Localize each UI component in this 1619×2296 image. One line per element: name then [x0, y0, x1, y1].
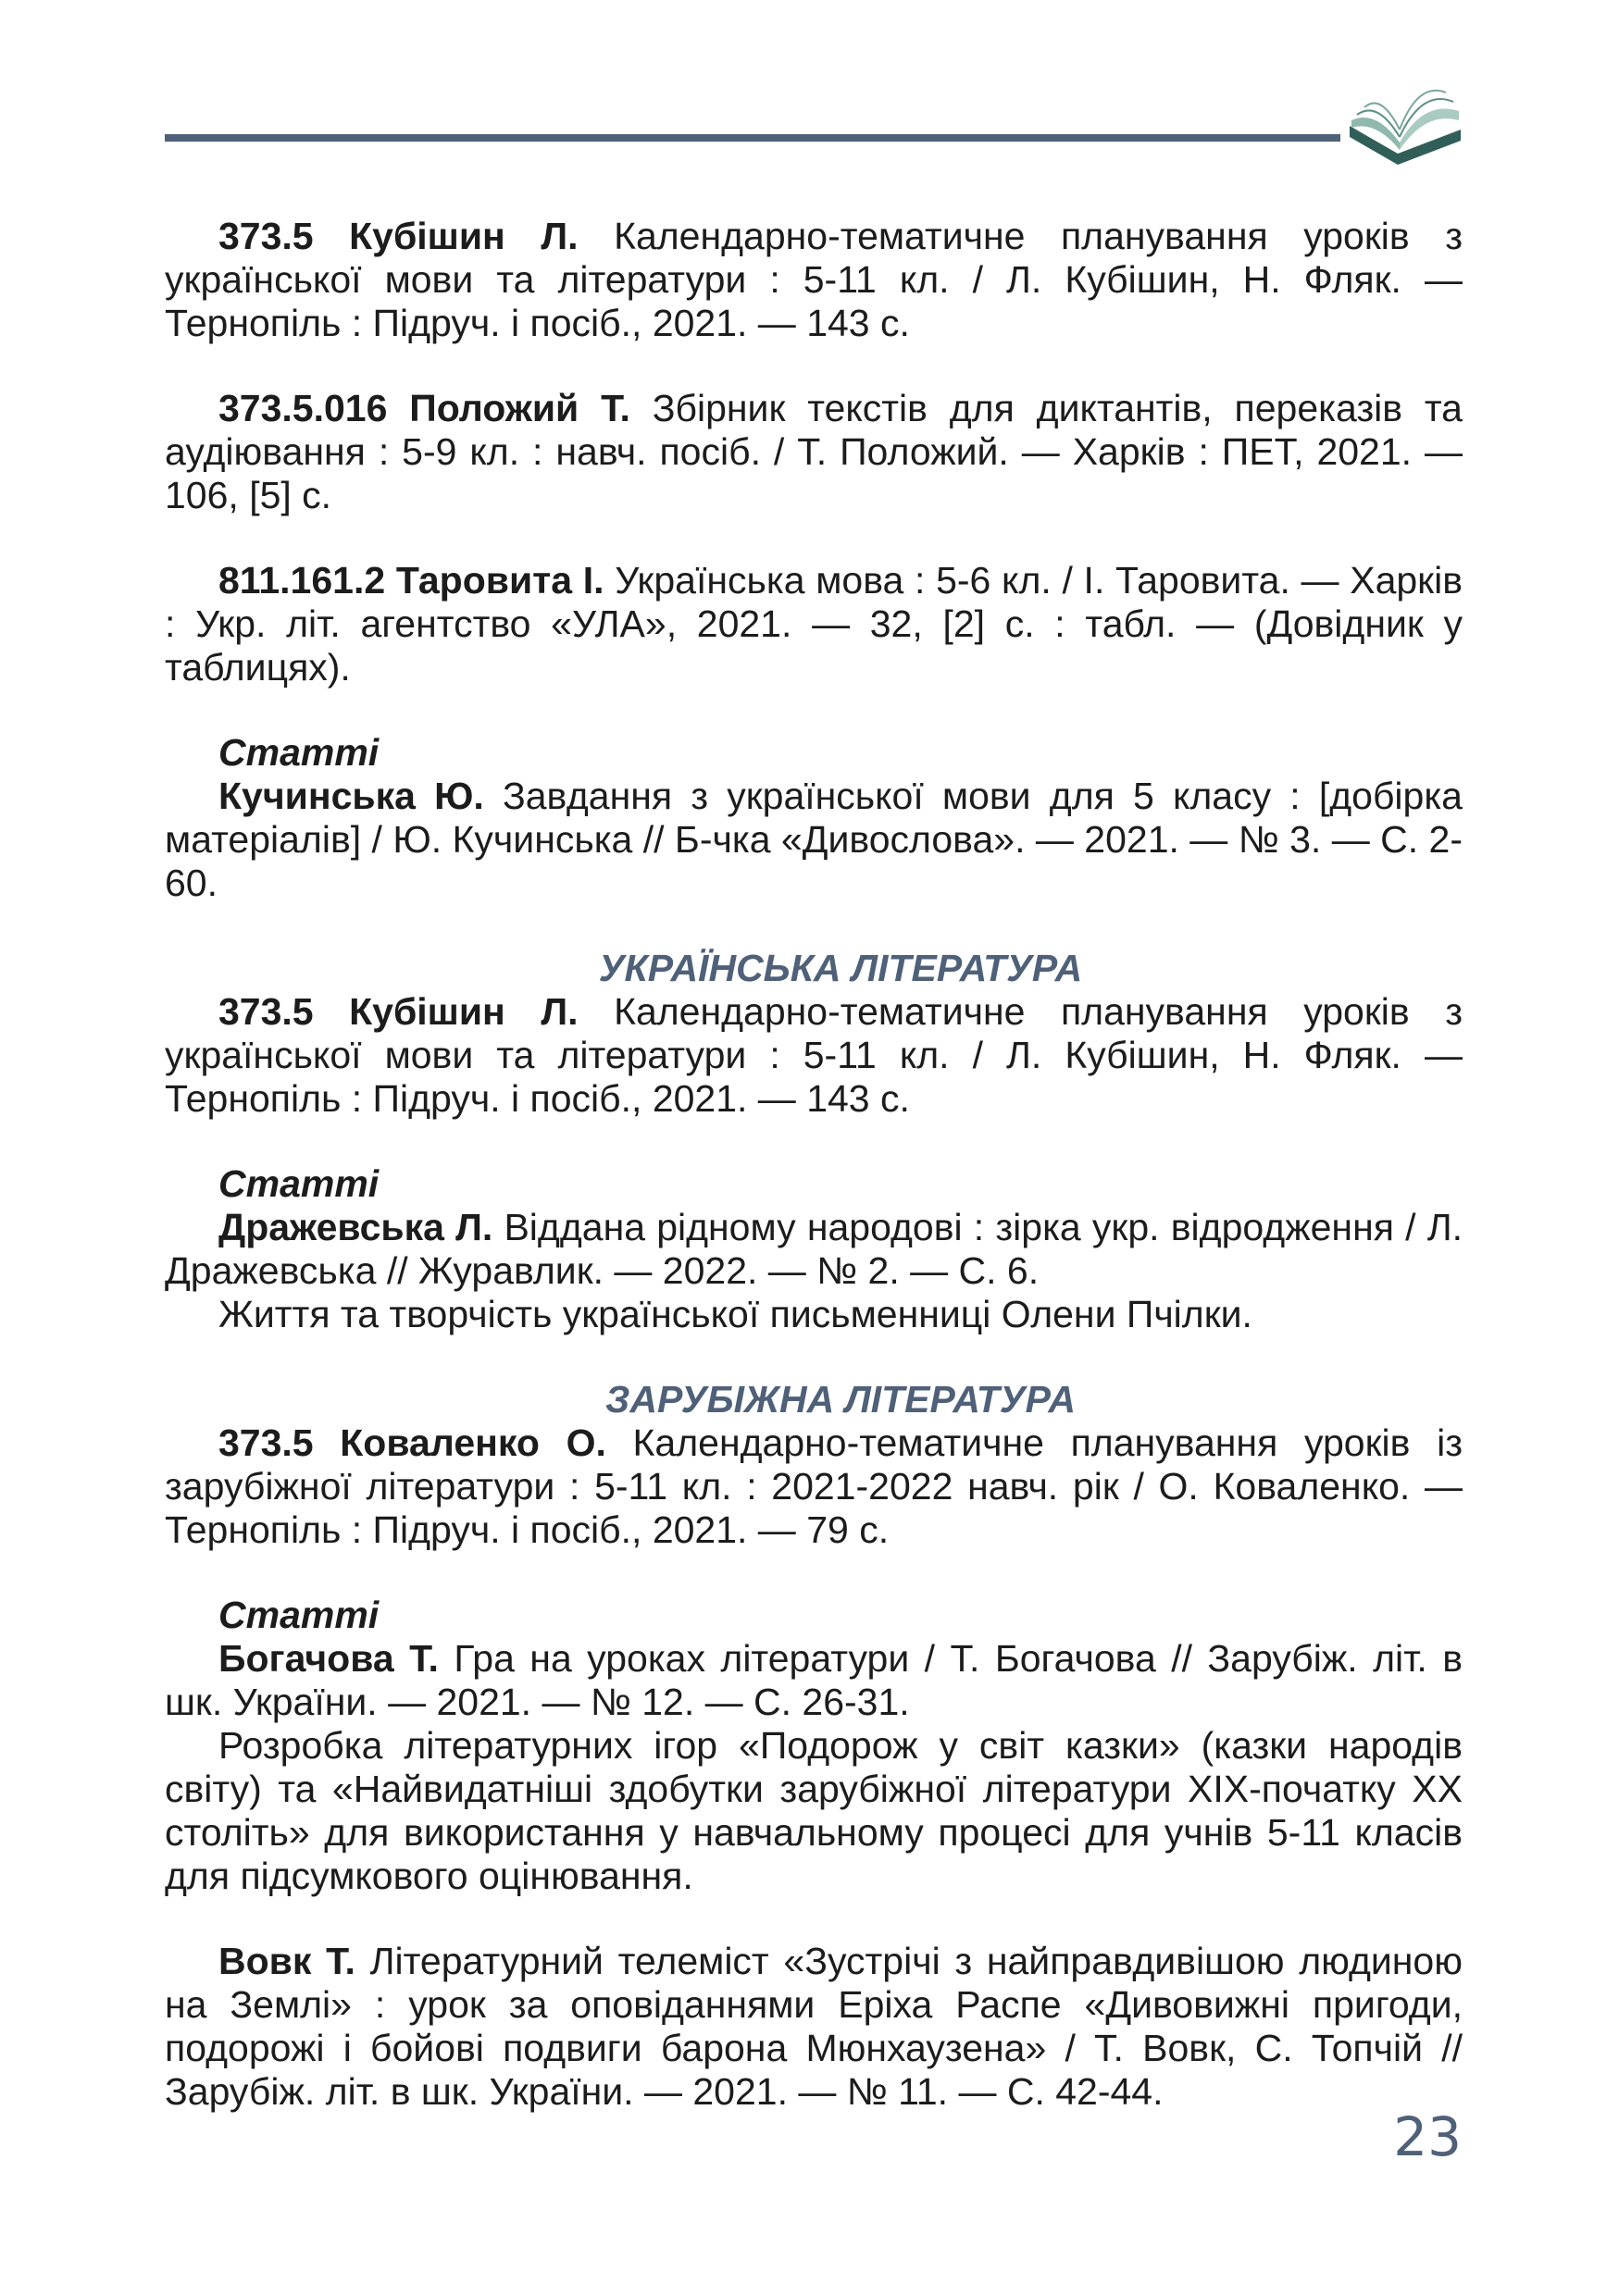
section-heading-foreign-literature: ЗАРУБІЖНА ЛІТЕРАТУРА: [605, 1378, 1076, 1421]
article-entry: Вовк Т. Літературний телеміст «Зустрічі з найправдивішою людиною на Землі» : урок за оповіданнями Еріха Распе «Дивовижні пригоди, подорожі і бойові подвиги барона Мюнхаузена» / Т. Вовк, С. Топчій // Зарубіж. літ. в шк. України. — 2021. — № 11. — С. 42-44.: [165, 1940, 1463, 2113]
articles-label: Статті: [218, 1162, 380, 1205]
article-annotation: Життя та творчість української письменниці Олени Пчілки.: [218, 1293, 1252, 1335]
bib-entry: 373.5 Кубішин Л. Календарно-тематичне планування уроків з української мови та літератури : 5-11 кл. / Л. Кубішин, Н. Фляк. — Тернопіль : Підруч. і посіб., 2021. — 143 с.: [165, 990, 1463, 1120]
open-book-icon: [1340, 72, 1470, 174]
bib-entry: 373.5 Коваленко О. Календарно-тематичне планування уроків із зарубіжної літератури : 5-11 кл. : 2021-2022 навч. рік / О. Коваленко. — Тернопіль : Підруч. і посіб., 2021. — 79 с.: [165, 1421, 1463, 1551]
articles-label: Статті: [218, 731, 380, 774]
article-entry: Богачова Т. Гра на уроках літератури / Т. Богачова // Зарубіж. літ. в шк. України. — 2021. — № 12. — С. 26-31.: [165, 1637, 1463, 1723]
articles-block: [165, 1162, 1463, 1336]
article-entry: Кучинська Ю. Завдання з української мови для 5 класу : [добірка матеріалів] / Ю. Кучинська // Б-чка «Дивослова». — 2021. — № 3. — С. 2-60.: [165, 775, 1463, 904]
articles-block: [165, 1594, 1463, 1898]
header-rule: [165, 134, 1340, 142]
articles-label: Статті: [218, 1594, 380, 1636]
bib-entry: 373.5.016 Положий Т. Збірник текстів для диктантів, переказів та аудіювання : 5-9 кл. : навч. посіб. / Т. Положий. — Харків : ПЕТ, 2021. — 106, [5] с.: [165, 387, 1463, 516]
page-number: 23: [1393, 2105, 1462, 2168]
bib-entry: 373.5 Кубішин Л. Календарно-тематичне планування уроків з української мови та літератури : 5-11 кл. / Л. Кубішин, Н. Фляк. — Тернопіль : Підруч. і посіб., 2021. — 143 с.: [165, 215, 1463, 344]
bibliography-content: [165, 215, 1463, 2155]
bib-entry: 811.161.2 Таровита І. Українська мова : 5-6 кл. / І. Таровита. — Харків : Укр. літ. агентство «УЛА», 2021. — 32, [2] с. : табл. — (Довідник у таблицях).: [165, 559, 1463, 689]
articles-block: [165, 731, 1463, 905]
article-entry: Дражевська Л. Віддана рідному народові : зірка укр. відродження / Л. Дражевська // Журавлик. — 2022. — № 2. — С. 6.: [165, 1206, 1463, 1292]
section-heading-ukrainian-literature: УКРАЇНСЬКА ЛІТЕРАТУРА: [598, 947, 1083, 989]
article-annotation: Розробка літературних ігор «Подорож у світ казки» (казки народів світу) та «Найвидатніші здобутки зарубіжної літератури ХІХ-початку ХХ століть» для використання у навчальному процесі для учнів 5-11 класів для підсумкового оцінювання.: [165, 1724, 1463, 1897]
